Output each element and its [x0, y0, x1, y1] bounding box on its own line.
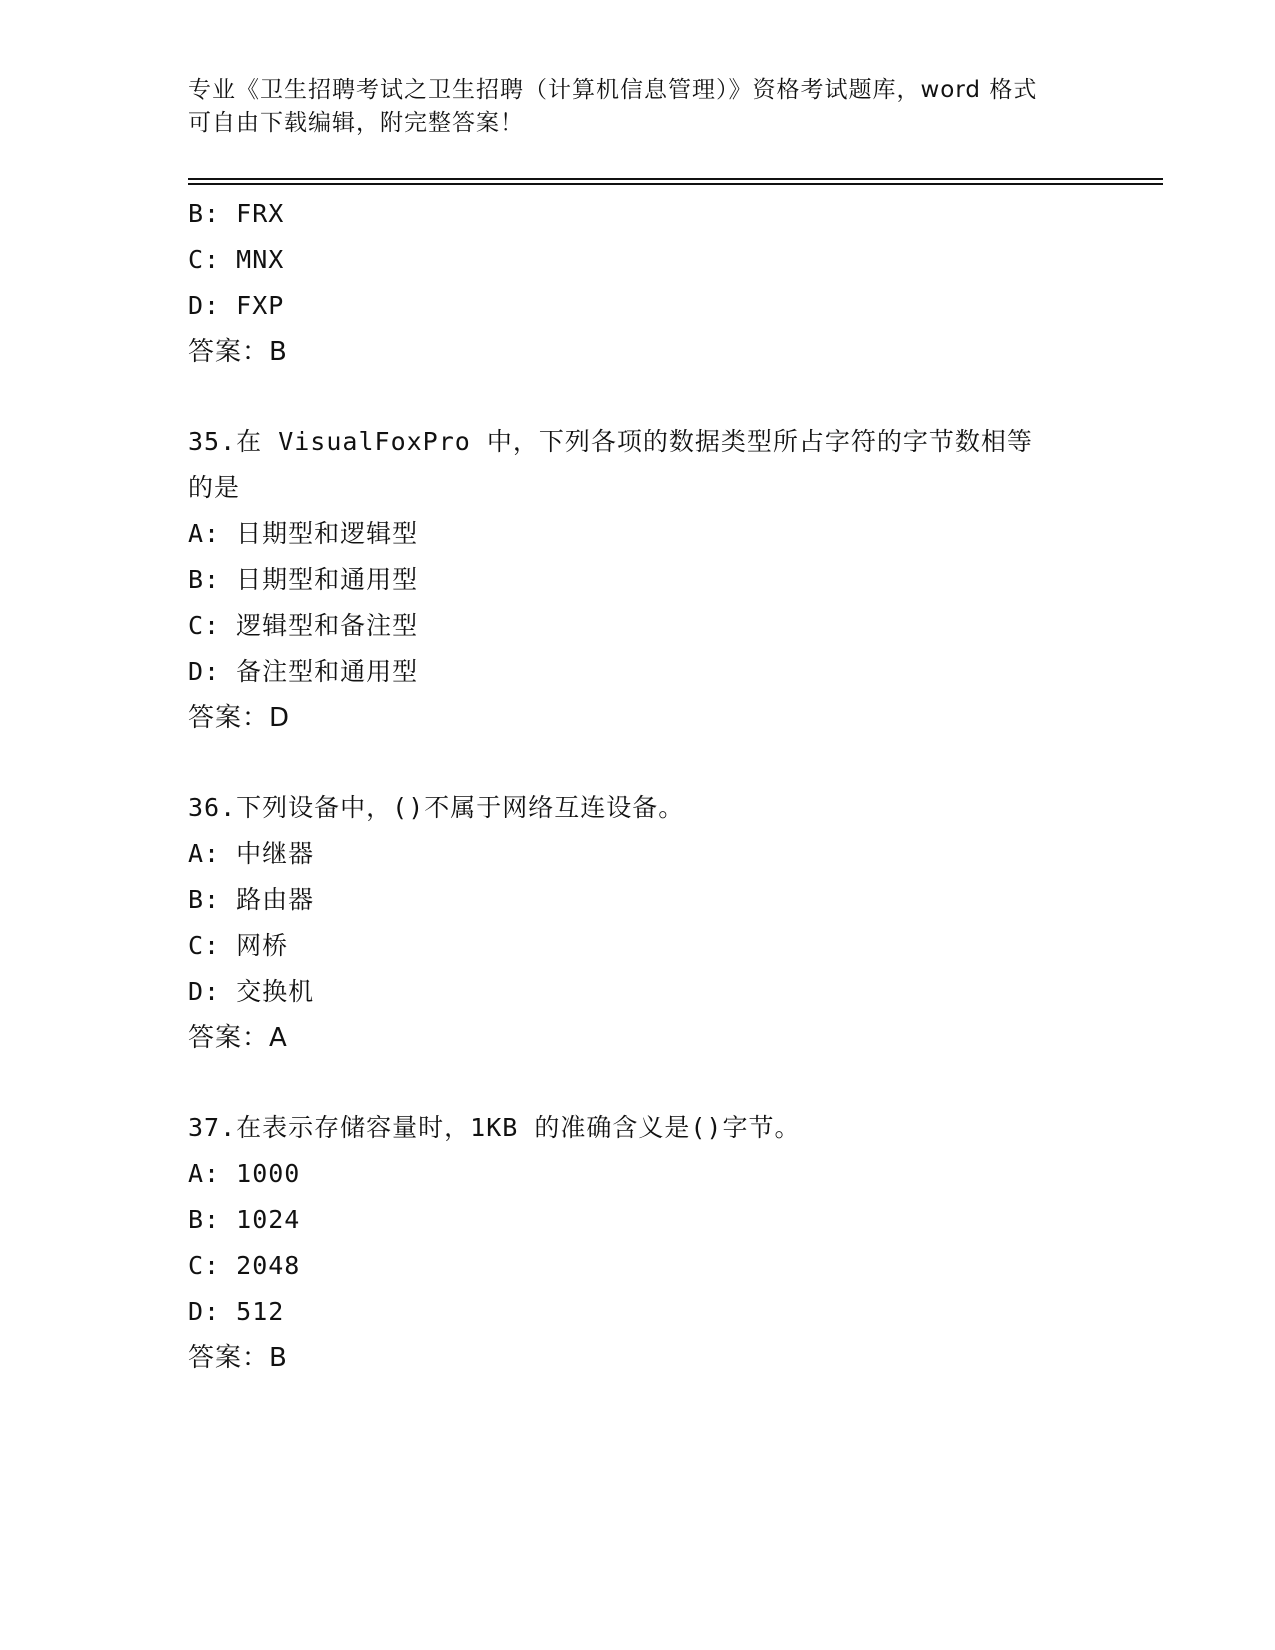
option-b: B: FRX [188, 199, 285, 228]
option-d: D: 交换机 [188, 977, 315, 1006]
option-d: D: 备注型和通用型 [188, 657, 419, 686]
question-text: 37.在表示存储容量时，1KB 的准确含义是()字节。 [188, 1113, 801, 1142]
answer: 答案：B [188, 337, 288, 367]
option-c: C: 网桥 [188, 931, 289, 960]
option-a: A: 中继器 [188, 839, 315, 868]
question-list [188, 191, 1088, 1381]
option-d: D: FXP [188, 291, 285, 320]
answer: 答案：A [188, 1023, 288, 1053]
option-b: B: 日期型和通用型 [188, 565, 419, 594]
option-d: D: 512 [188, 1297, 285, 1326]
question-36 [188, 785, 1088, 1061]
option-a: A: 日期型和逻辑型 [188, 519, 419, 548]
option-a: A: 1000 [188, 1159, 301, 1188]
question-text-continued: 的是 [188, 473, 241, 502]
option-b: B: 1024 [188, 1205, 301, 1234]
option-b: B: 路由器 [188, 885, 315, 914]
option-c: C: MNX [188, 245, 285, 274]
option-c: C: 逻辑型和备注型 [188, 611, 419, 640]
answer: 答案：B [188, 1343, 288, 1373]
question-text: 36.下列设备中，()不属于网络互连设备。 [188, 793, 685, 822]
question-text: 35.在 VisualFoxPro 中，下列各项的数据类型所占字符的字节数相等 [188, 427, 1033, 456]
header-title-line-2: 可自由下载编辑，附完整答案！ [188, 110, 524, 136]
answer: 答案：D [188, 703, 291, 733]
header-title-line-1: 专业《卫生招聘考试之卫生招聘（计算机信息管理）》资格考试题库，word 格式 [188, 77, 1038, 103]
document-header [188, 74, 1068, 140]
question-35 [188, 419, 1088, 741]
prev-question-block [188, 191, 1088, 375]
header-divider-top [188, 178, 1163, 180]
option-c: C: 2048 [188, 1251, 301, 1280]
question-37 [188, 1105, 1088, 1381]
header-divider-bottom [188, 183, 1163, 185]
